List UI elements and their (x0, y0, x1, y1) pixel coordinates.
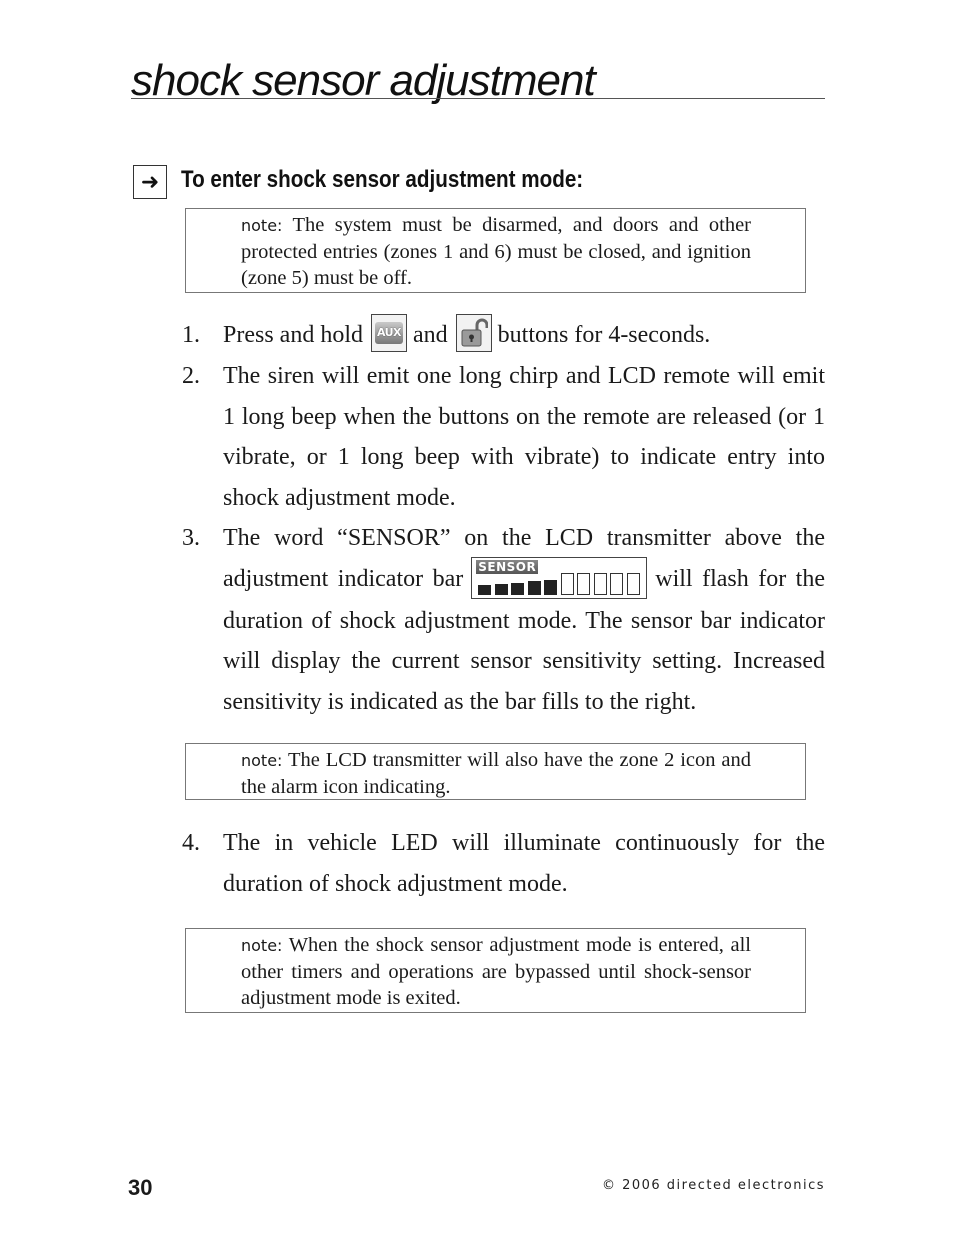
section-heading: To enter shock sensor adjustment mode: (181, 166, 584, 193)
step-item (182, 356, 825, 518)
sensor-label: SENSOR (478, 559, 537, 574)
copyright-notice: © 2006 directed electronics (601, 1178, 825, 1193)
padlock-open-icon (460, 318, 488, 348)
sensor-bar-icon (471, 557, 647, 599)
sensor-segment (478, 585, 491, 595)
sensor-segment (577, 573, 590, 595)
note-box (185, 743, 806, 800)
step-text-part: will flash for the duration of shock adjustment mode. The sensor bar indicator will display the current sensor sensitivity setting. Increased sensitivity is indicated as the bar fills to the right. (223, 565, 826, 715)
step-text-part: Press and hold (223, 322, 363, 348)
note-box (185, 928, 806, 1013)
sensor-segment (495, 584, 508, 595)
sensor-segment (594, 573, 607, 595)
sensor-segment (561, 573, 574, 595)
note-text: The system must be disarmed, and doors and other protected entries (zones 1 and 6) must be closed, and ignition (zone 5) must be off. (241, 214, 751, 289)
sensor-segment (528, 581, 541, 595)
note-text: When the shock sensor adjustment mode is entered, all other timers and operations are bypassed until shock-sensor adjustment mode is exited. (241, 934, 751, 1009)
sensor-segment (627, 573, 640, 595)
note-label: note: (241, 936, 283, 955)
step-text-part: and (413, 322, 448, 348)
step-text: The in vehicle LED will illuminate continuously for the duration of shock adjustment mode. (223, 830, 825, 897)
step-text (223, 315, 825, 356)
step-number: 3. (182, 525, 200, 551)
page-title: shock sensor adjustment (131, 56, 595, 105)
page-number: 30 (128, 1175, 153, 1200)
note-label: note: (241, 216, 283, 235)
step-text: The siren will emit one long chirp and LCD remote will emit 1 long beep when the buttons on the remote are released (or 1 vibrate, or 1 long beep with vibrate) to indicate entry into shock adjustment mode. (223, 363, 825, 511)
aux-icon-label: AUX (375, 322, 403, 344)
step-text-part: The word “SENSOR” on the LCD transmitter above the adjustment indicator bar (223, 525, 825, 592)
sensor-segment (610, 573, 623, 595)
step-number: 2. (182, 363, 200, 389)
step-item (182, 518, 825, 722)
title-divider (131, 98, 825, 99)
note-text: The LCD transmitter will also have the zone 2 icon and the alarm icon indicating. (241, 749, 751, 798)
note-label: note: (241, 751, 283, 770)
sensor-segment (511, 583, 524, 595)
unlock-icon (456, 314, 492, 352)
step-item (182, 823, 825, 904)
aux-button-icon (371, 314, 407, 352)
note-box (185, 208, 806, 293)
step-text (223, 518, 825, 722)
step-number: 1. (182, 322, 200, 348)
step-text-part: buttons for 4-seconds. (497, 322, 711, 348)
sensor-segment (544, 580, 557, 595)
step-number: 4. (182, 830, 200, 856)
arrow-right-icon: ➜ (133, 165, 167, 199)
step-item (182, 315, 825, 356)
